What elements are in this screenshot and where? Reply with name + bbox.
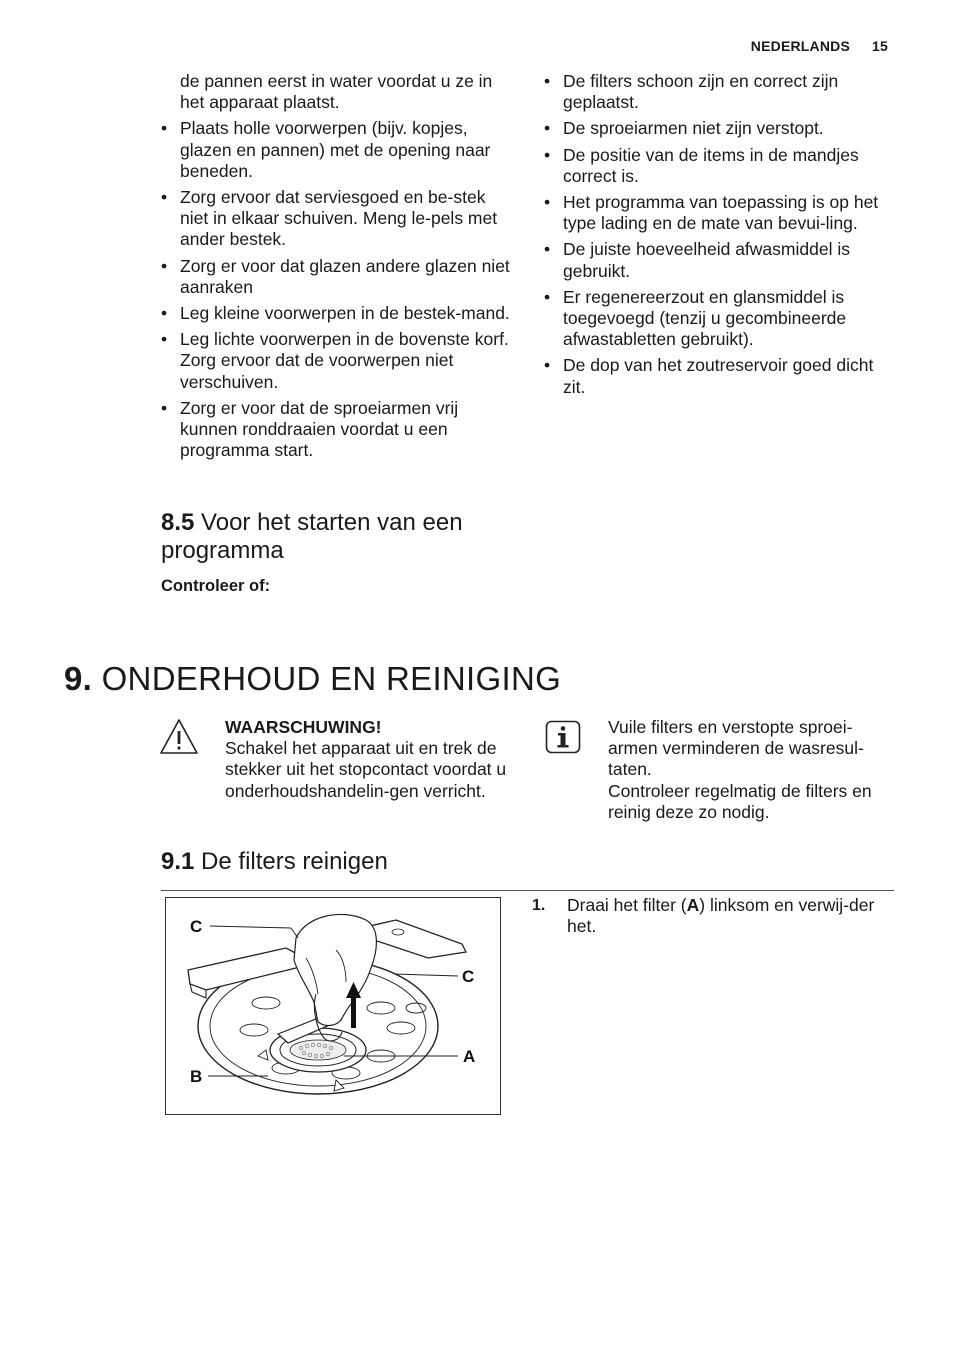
list-item: • Leg lichte voorwerpen in de bovenste korf. Zorg ervoor dat de voorwerpen niet verschuiven. bbox=[161, 329, 513, 393]
label-b: B bbox=[190, 1067, 203, 1086]
list-item: • Plaats holle voorwerpen (bijv. kopjes, glazen en pannen) met de opening naar beneden. bbox=[161, 118, 513, 182]
label-a: A bbox=[463, 1047, 476, 1066]
list-item: • De filters schoon zijn en correct zijn geplaatst. bbox=[544, 71, 896, 113]
info-block bbox=[608, 717, 898, 823]
step-text-bold: A bbox=[686, 895, 700, 915]
section-title: De filters reinigen bbox=[201, 848, 388, 875]
list-item: • Leg kleine voorwerpen in de bestek-mand. bbox=[161, 303, 513, 324]
chapter-heading bbox=[64, 660, 561, 698]
label-c-top: C bbox=[190, 917, 203, 936]
warning-block bbox=[225, 717, 515, 802]
left-bullet-list bbox=[161, 118, 513, 461]
section-9-1-heading bbox=[161, 848, 388, 876]
section-title: Voor het starten van een programma bbox=[161, 509, 463, 564]
section-rule bbox=[161, 890, 894, 891]
list-item: • Zorg er voor dat glazen andere glazen niet aanraken bbox=[161, 256, 513, 298]
list-item: • De dop van het zoutreservoir goed dicht zit. bbox=[544, 355, 896, 397]
left-column bbox=[161, 71, 513, 466]
page-number: 15 bbox=[872, 38, 888, 54]
label-c-right: C bbox=[462, 967, 475, 986]
subheading-controleer: Controleer of: bbox=[161, 577, 271, 595]
info-icon bbox=[545, 720, 581, 754]
filter-illustration bbox=[165, 897, 501, 1115]
step-text-post: ) linksom en verwij-der het. bbox=[567, 895, 875, 937]
chapter-title: ONDERHOUD EN REINIGING bbox=[101, 660, 562, 697]
continuation-text: de pannen eerst in water voordat u ze in het apparaat plaatst. bbox=[180, 71, 493, 113]
section-8-5-heading bbox=[161, 509, 521, 565]
header-section: NEDERLANDS bbox=[750, 38, 851, 54]
info-text-2: Controleer regelmatig de filters en reinig deze zo nodig. bbox=[608, 780, 872, 822]
list-item: • Zorg er voor dat de sproeiarmen vrij kunnen ronddraaien voordat u een programma start. bbox=[161, 398, 513, 462]
list-item: • De juiste hoeveelheid afwasmiddel is gebruikt. bbox=[544, 239, 896, 281]
page-header bbox=[751, 38, 888, 54]
step-number: 1. bbox=[532, 897, 546, 914]
section-number: 8.5 bbox=[161, 509, 195, 536]
section-number: 9.1 bbox=[161, 848, 195, 875]
step-text-pre: Draai het filter ( bbox=[567, 895, 687, 915]
warning-title: WAARSCHUWING! bbox=[225, 717, 382, 737]
chapter-number: 9. bbox=[64, 660, 93, 697]
warning-icon bbox=[158, 717, 200, 757]
list-item: • Er regenereerzout en glansmiddel is toegevoegd (tenzij u gecombineerde afwastabletten gebruikt). bbox=[544, 287, 896, 351]
right-column bbox=[544, 71, 896, 403]
list-item: • De positie van de items in de mandjes correct is. bbox=[544, 145, 896, 187]
warning-text: Schakel het apparaat uit en trek de stekker uit het stopcontact voordat u onderhoudshandelin-gen verricht. bbox=[225, 738, 507, 801]
list-item: • De sproeiarmen niet zijn verstopt. bbox=[544, 118, 896, 139]
list-item: • Zorg ervoor dat serviesgoed en be-stek niet in elkaar schuiven. Meng le-pels met ander bestek. bbox=[161, 187, 513, 251]
list-item: • Het programma van toepassing is op het type lading en de mate van bevui-ling. bbox=[544, 192, 896, 234]
right-bullet-list bbox=[544, 71, 896, 398]
step-1-text bbox=[567, 895, 887, 937]
info-text-1: Vuile filters en verstopte sproei-armen verminderen de wasresul-taten. bbox=[608, 717, 864, 780]
